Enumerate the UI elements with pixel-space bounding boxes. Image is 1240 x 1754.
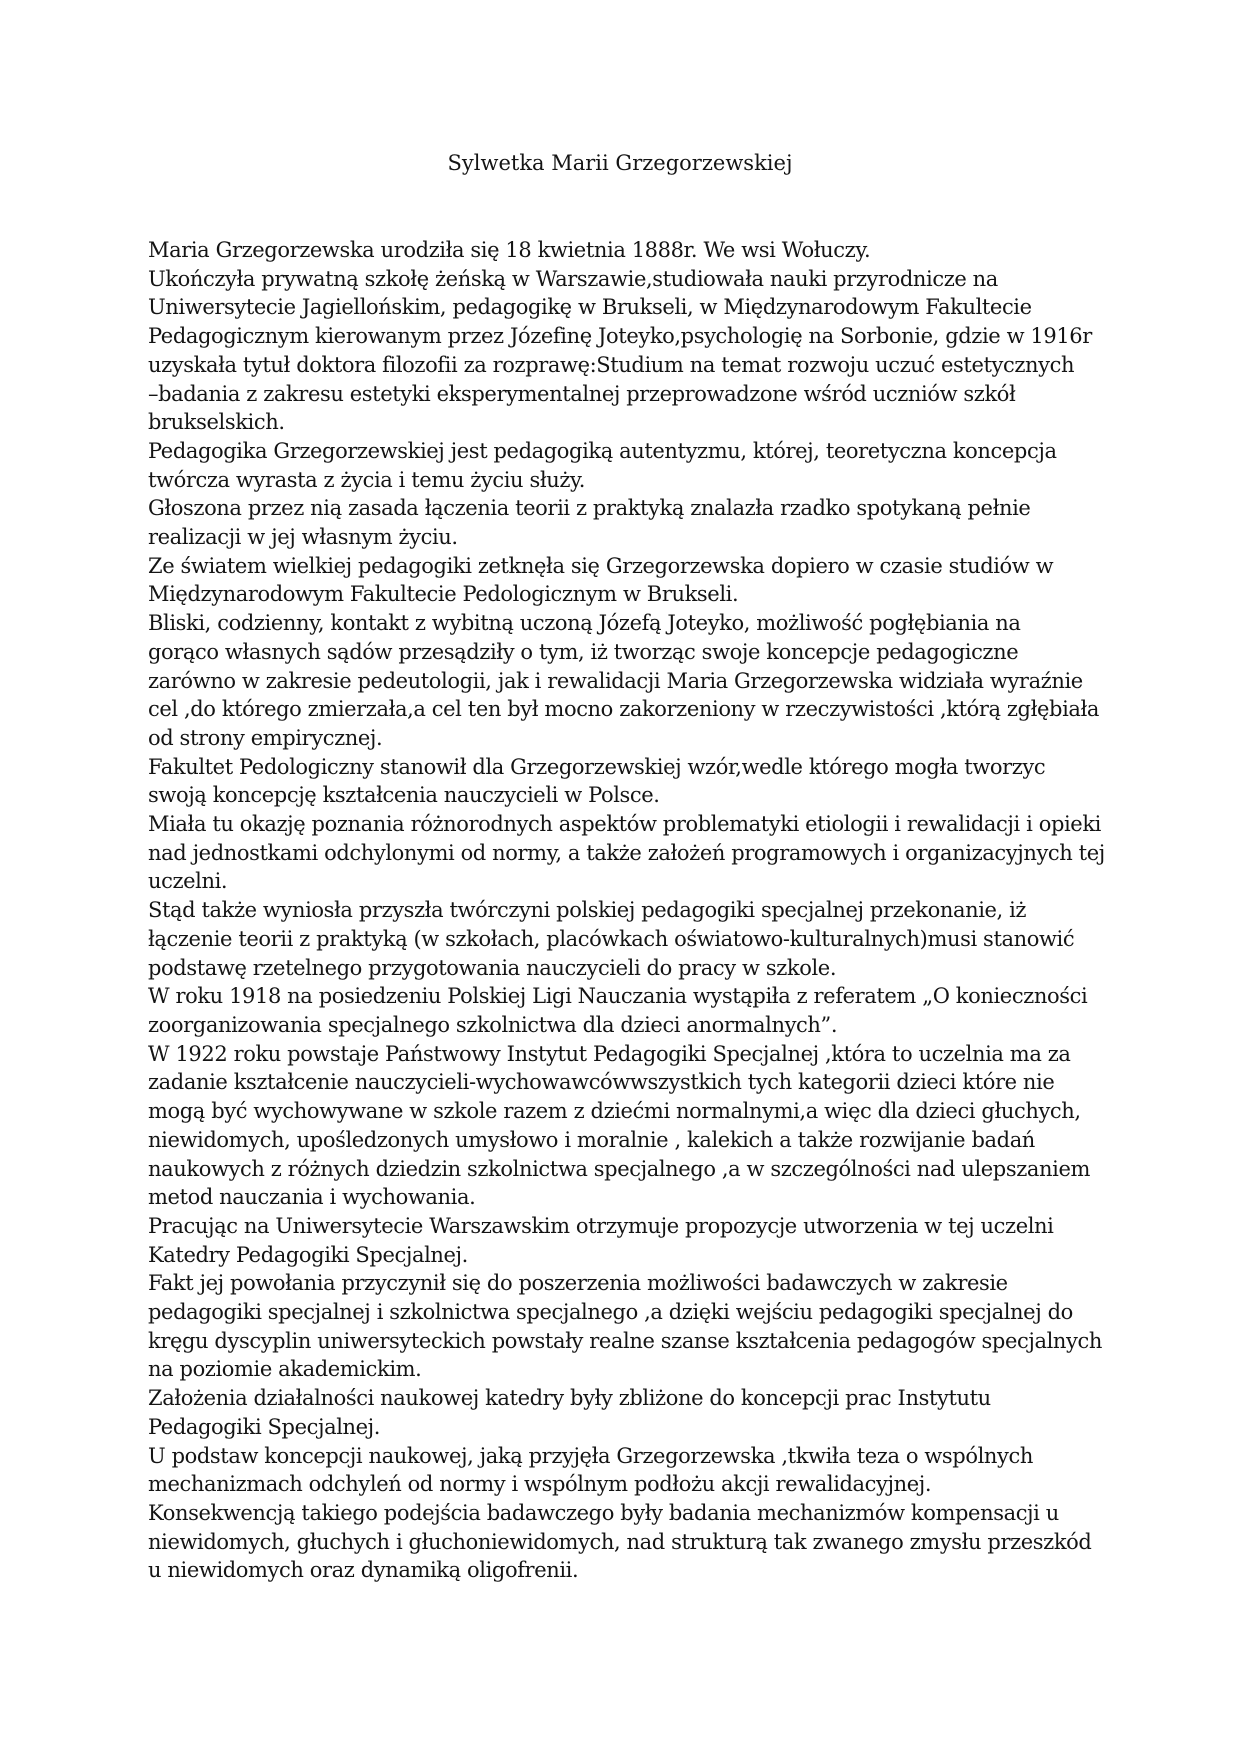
text-line: Ze światem wielkiej pedagogiki zetknęła się Grzegorzewska dopiero w czasie studiów w [148,553,1054,578]
text-line: Miała tu okazję poznania różnorodnych aspektów problematyki etiologii i rewalidacji i opieki [148,812,1101,837]
text-line: swoją koncepcję kształcenia nauczycieli w Polsce. [148,783,660,808]
text-line: zoorganizowania specjalnego szkolnictwa dla dzieci anormalnych”. [148,1012,838,1037]
text-line: uzyskała tytuł doktora filozofii za rozprawę:Studium na temat rozwoju uczuć estetycznych [148,352,1075,377]
text-line: Pracując na Uniwersytecie Warszawskim otrzymuje propozycje utworzenia w tej uczelni [148,1213,1054,1238]
text-line: Uniwersytecie Jagiellońskim, pedagogikę w Brukseli, w Międzynarodowym Fakultecie [148,295,1032,320]
text-line: zadanie kształcenie nauczycieli-wychowawcówwszystkich tych kategorii dzieci które nie [148,1070,1055,1095]
text-line: naukowych z różnych dziedzin szkolnictwa specjalnego ,a w szczególności nad ulepszaniem [148,1156,1090,1181]
text-line: Założenia działalności naukowej katedry były zbliżone do koncepcji prac Instytutu [148,1386,991,1411]
text-line: twórcza wyrasta z życia i temu życiu służy. [148,467,585,492]
text-line: u niewidomych oraz dynamiką oligofrenii. [148,1558,579,1583]
text-line: podstawę rzetelnego przygotowania nauczycieli do pracy w szkole. [148,955,837,980]
text-line: Pedagogika Grzegorzewskiej jest pedagogiką autentyzmu, której, teoretyczna koncepcja [148,438,1057,463]
text-line: od strony empirycznej. [148,725,383,750]
text-line: –badania z zakresu estetyki eksperymentalnej przeprowadzone wśród uczniów szkół [148,381,1016,406]
text-line: Stąd także wyniosła przyszła twórczyni polskiej pedagogiki specjalnej przekonanie, iż [148,898,1027,923]
text-line: Fakt jej powołania przyczynił się do poszerzenia możliwości badawczych w zakresie [148,1271,1008,1296]
text-line: Ukończyła prywatną szkołę żeńską w Warszawie,studiowała nauki przyrodnicze na [148,266,998,291]
text-line: pedagogiki specjalnej i szkolnictwa specjalnego ,a dzięki wejściu pedagogiki specjalnej do [148,1300,1073,1325]
document-title: Sylwetka Marii Grzegorzewskiej [447,151,793,175]
text-line: Katedry Pedagogiki Specjalnej. [148,1242,468,1267]
text-line: Bliski, codzienny, kontakt z wybitną uczoną Józefą Joteyko, możliwość pogłębiania na [148,611,1021,636]
text-line: uczelni. [148,869,228,894]
text-line: zarówno w zakresie pedeutologii, jak i rewalidacji Maria Grzegorzewska widziała wyraźnie [148,668,1083,693]
text-line: łączenie teorii z praktyką (w szkołach, placówkach oświatowo-kulturalnych)musi stanowić [148,926,1075,951]
text-line: W roku 1918 na posiedzeniu Polskiej Ligi Nauczania wystąpiła z referatem „O konieczności [148,984,1088,1009]
text-line: niewidomych, głuchych i głuchoniewidomych, nad strukturą tak zwanego zmysłu przeszkód [148,1529,1092,1554]
text-line: Głoszona przez nią zasada łączenia teorii z praktyką znalazła rzadko spotykaną pełnie [148,496,1031,521]
text-line: Pedagogicznym kierowanym przez Józefinę Joteyko,psychologię na Sorbonie, gdzie w 1916r [148,324,1092,349]
text-line: metod nauczania i wychowania. [148,1185,476,1210]
text-line: kręgu dyscyplin uniwersyteckich powstały realne szanse kształcenia pedagogów specjalnych [148,1328,1102,1353]
text-line: Maria Grzegorzewska urodziła się 18 kwietnia 1888r. We wsi Wołuczy. [148,238,871,262]
text-line: gorąco własnych sądów przesądziły o tym, iż tworząc swoje koncepcje pedagogiczne [148,639,1019,664]
text-line: realizacji w jej własnym życiu. [148,525,458,550]
text-line: W 1922 roku powstaje Państwowy Instytut Pedagogiki Specjalnej ,która to uczelnia ma za [148,1041,1071,1066]
text-line: nad jednostkami odchylonymi od normy, a także założeń programowych i organizacyjnych tej [148,840,1105,865]
text-line: niewidomych, upośledzonych umysłowo i moralnie , kalekich a także rozwijanie badań [148,1127,1035,1152]
text-line: cel ,do którego zmierzała,a cel ten był mocno zakorzeniony w rzeczywistości ,którą zgłębiała [148,697,1100,722]
document-body [148,236,1105,1585]
text-line: Pedagogiki Specjalnej. [148,1414,381,1439]
text-line: Fakultet Pedologiczny stanowił dla Grzegorzewskiej wzór,wedle którego mogła tworzyc [148,754,1046,779]
text-line: mogą być wychowywane w szkole razem z dziećmi normalnymi,a więc dla dzieci głuchych, [148,1099,1081,1124]
text-line: brukselskich. [148,410,285,435]
text-line: na poziomie akademickim. [148,1357,422,1382]
text-line: mechanizmach odchyleń od normy i wspólnym podłożu akcji rewalidacyjnej. [148,1472,932,1497]
text-line: U podstaw koncepcji naukowej, jaką przyjęła Grzegorzewska ,tkwiła teza o wspólnych [148,1443,1033,1468]
text-line: Międzynarodowym Fakultecie Pedologicznym w Brukseli. [148,582,739,607]
text-line: Konsekwencją takiego podejścia badawczego były badania mechanizmów kompensacji u [148,1500,1059,1525]
